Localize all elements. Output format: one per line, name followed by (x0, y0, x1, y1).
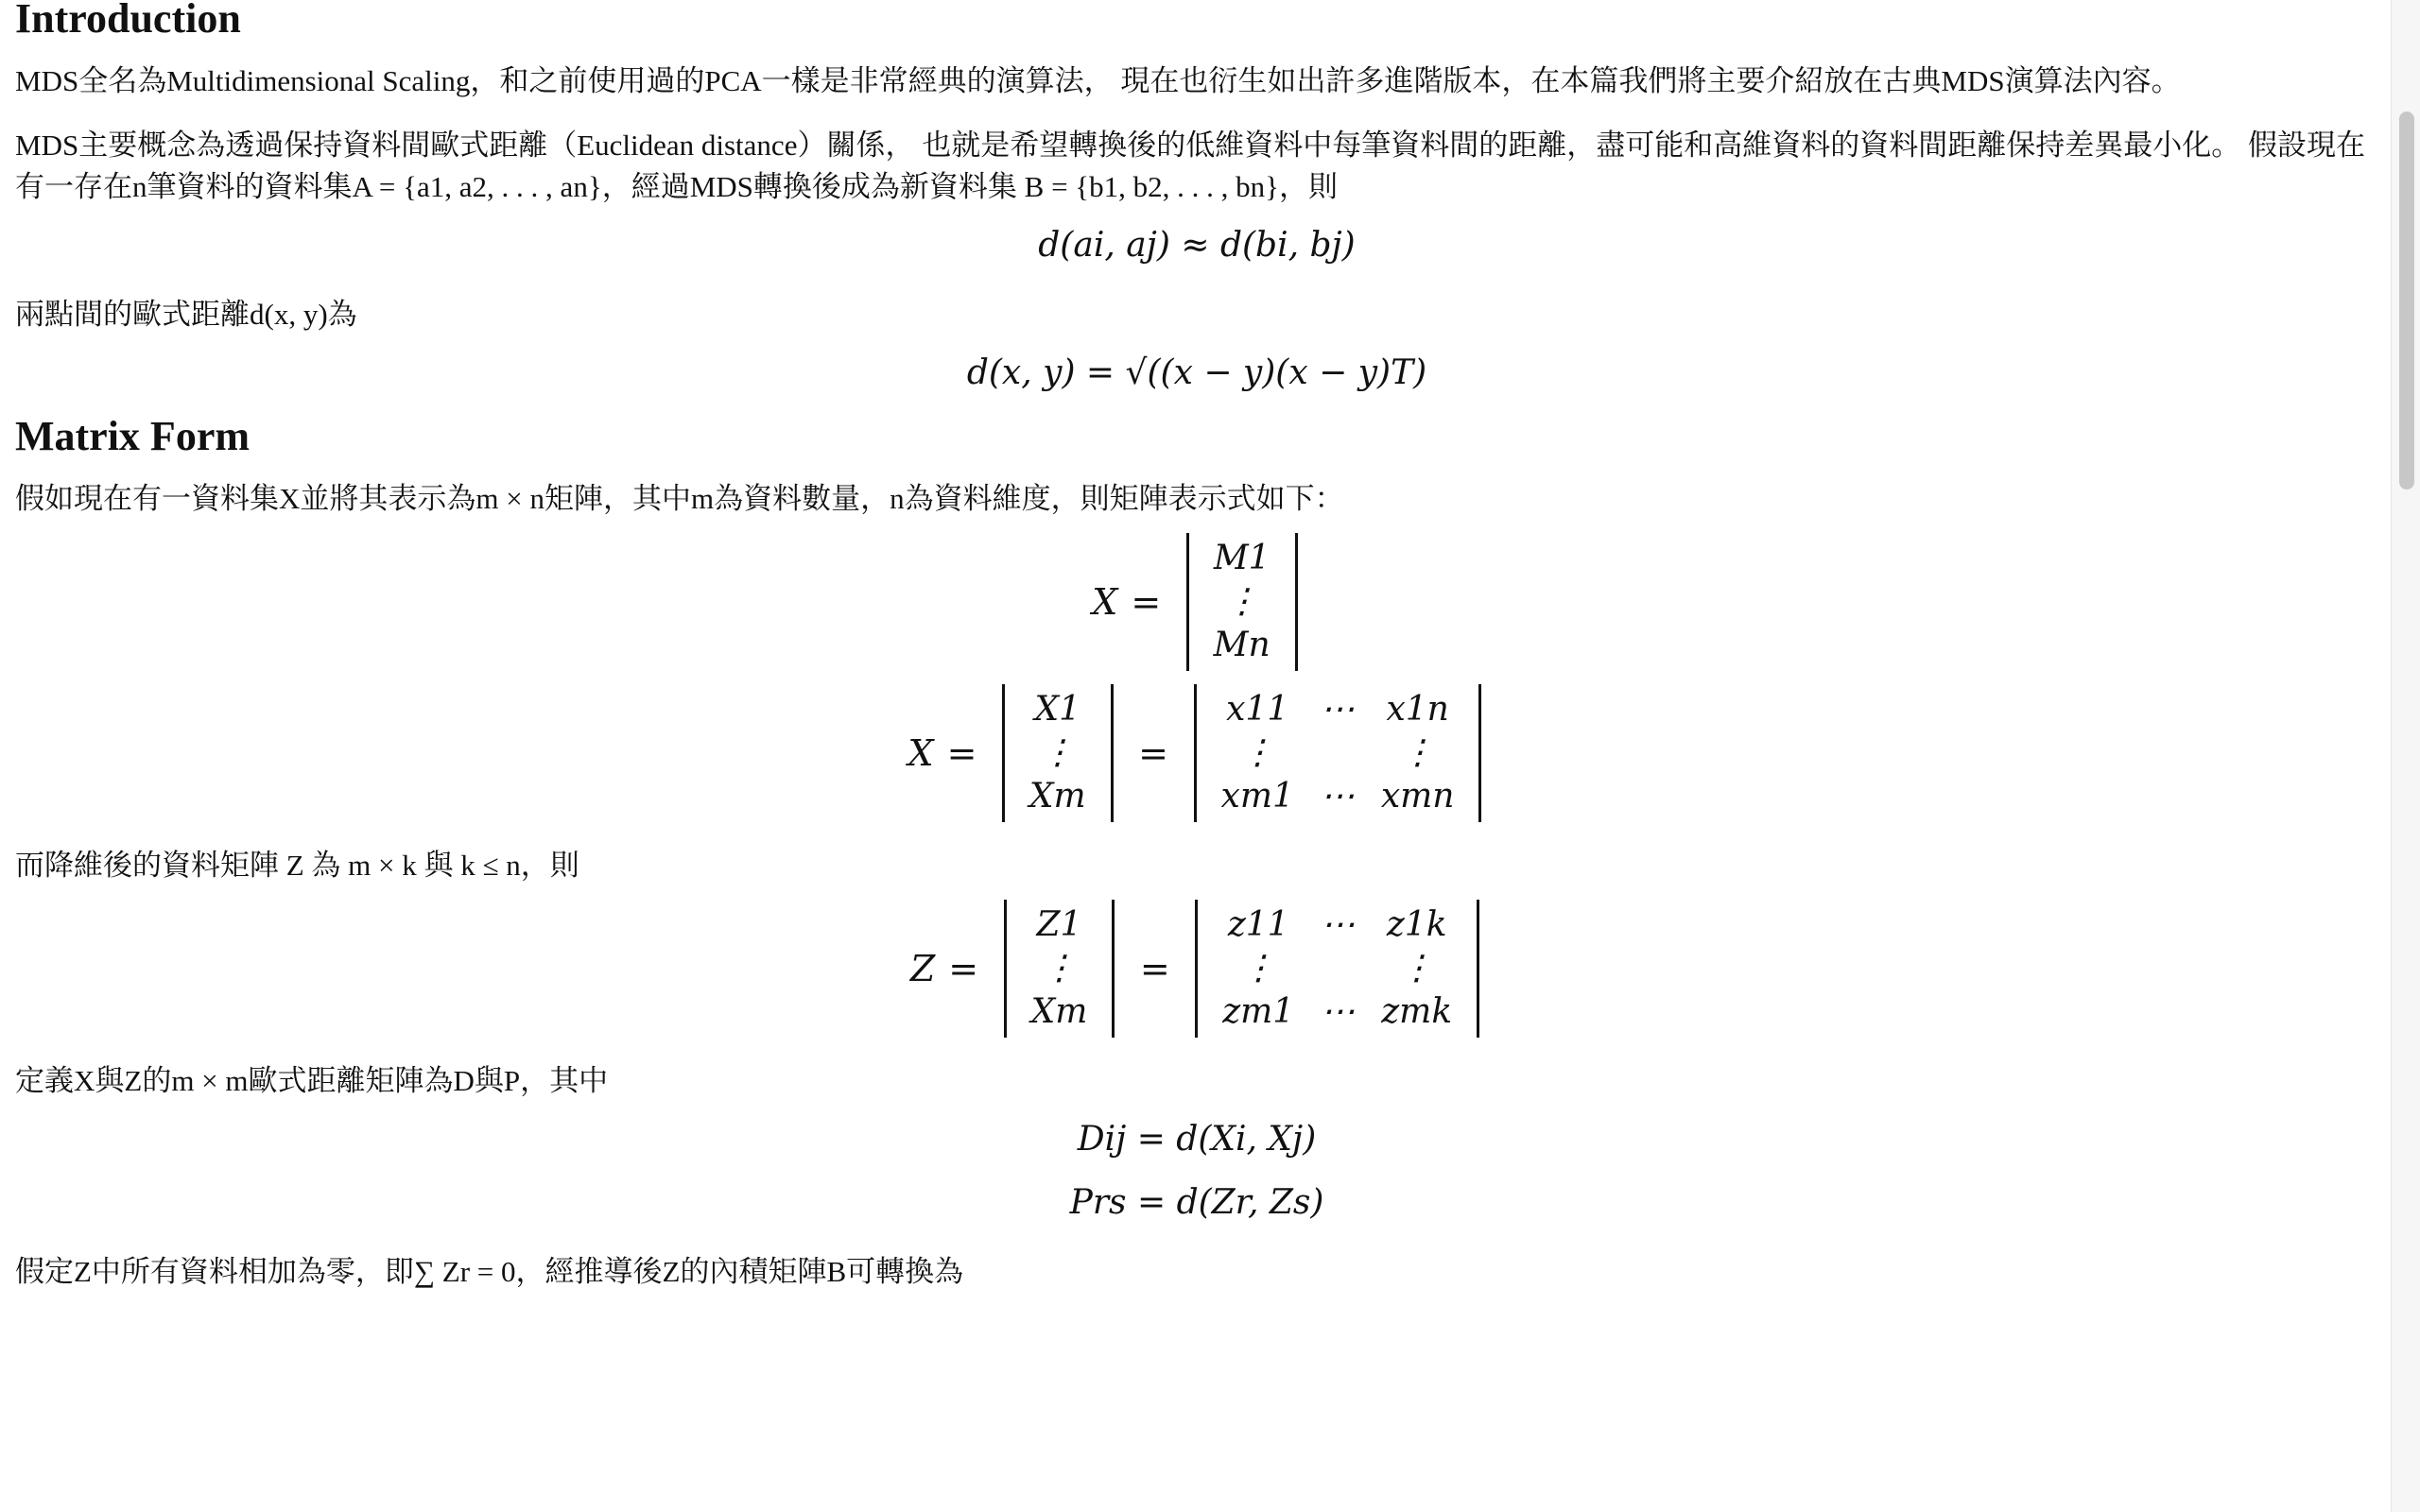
matrix-paragraph-1: 假如現在有一資料集X並將其表示為m × n矩陣，其中m為資料數量，n為資料維度，則矩陣表示式如下： (15, 482, 1344, 515)
euclidean-distance-equation: d(x, y) = √((x − y)(x − y)T) (966, 353, 1427, 392)
x-element-matrix: x11 ⋯ x1n ⋮ ⋮ xm1 ⋯ xmn (1194, 684, 1482, 822)
p-matrix-definition: Prs = d(Zr, Zs) (1069, 1183, 1324, 1222)
d-matrix-definition: Dij = d(Xi, Xj) (1077, 1120, 1317, 1159)
z-element-matrix: z11 ⋯ z1k ⋮ ⋮ zm1 ⋯ zmk (1195, 900, 1479, 1038)
introduction-heading: Introduction (15, 0, 241, 42)
z-row-vector-matrix: Z1 ⋮ Xm (1004, 900, 1115, 1038)
scrollbar-thumb[interactable] (2399, 112, 2414, 490)
matrix-paragraph-3: 定義X與Z的m × m歐式距離矩陣為D與P，其中 (15, 1064, 609, 1097)
x-row-vector-matrix: X1 ⋮ Xm (1002, 684, 1114, 822)
article (15, 0, 2378, 1293)
x-column-matrix-equation: X = M1 ⋮ Mn (15, 533, 2378, 671)
intro-paragraph-1: MDS全名為Multidimensional Scaling，和之前使用過的PCA一樣是非常經典的演算法， 現在也衍生如出許多進階版本，在本篇我們將主要介紹放在古典MDS演算法內容。 (15, 64, 2181, 97)
x-full-matrix-equation: X = X1 ⋮ Xm = x11 ⋯ x1n ⋮ ⋮ xm1 ⋯ xmn (15, 684, 2378, 822)
intro-paragraph-3: 兩點間的歐式距離d(x, y)為 (15, 298, 357, 331)
vertical-scrollbar[interactable] (2391, 0, 2420, 1512)
matrix-paragraph-4: 假定Z中所有資料相加為零，即∑ Zr = 0，經推導後Z的內積矩陣B可轉換為 (15, 1255, 964, 1288)
distance-approx-equation: d(ai, aj) ≈ d(bi, bj) (1038, 226, 1356, 265)
matrix-form-heading: Matrix Form (15, 413, 250, 459)
z-matrix-equation: Z = Z1 ⋮ Xm = z11 ⋯ z1k ⋮ ⋮ zm1 ⋯ zmk (15, 900, 2378, 1038)
matrix-paragraph-2: 而降維後的資料矩陣 Z 為 m × k 與 k ≤ n，則 (15, 849, 579, 882)
intro-paragraph-2: MDS主要概念為透過保持資料間歐式距離（Euclidean distance）關係， 也就是希望轉換後的低維資料中每筆資料間的距離，盡可能和高維資料的資料間距離保持差異最小化。 假設現在有一存在n筆資料的資料集A = {a1, a2, . . . , an}，經過MDS轉換後成為新資料集 B = {b1, b2, . . . , bn}，則 (15, 129, 2365, 203)
x-column-matrix: M1 ⋮ Mn (1186, 533, 1298, 671)
